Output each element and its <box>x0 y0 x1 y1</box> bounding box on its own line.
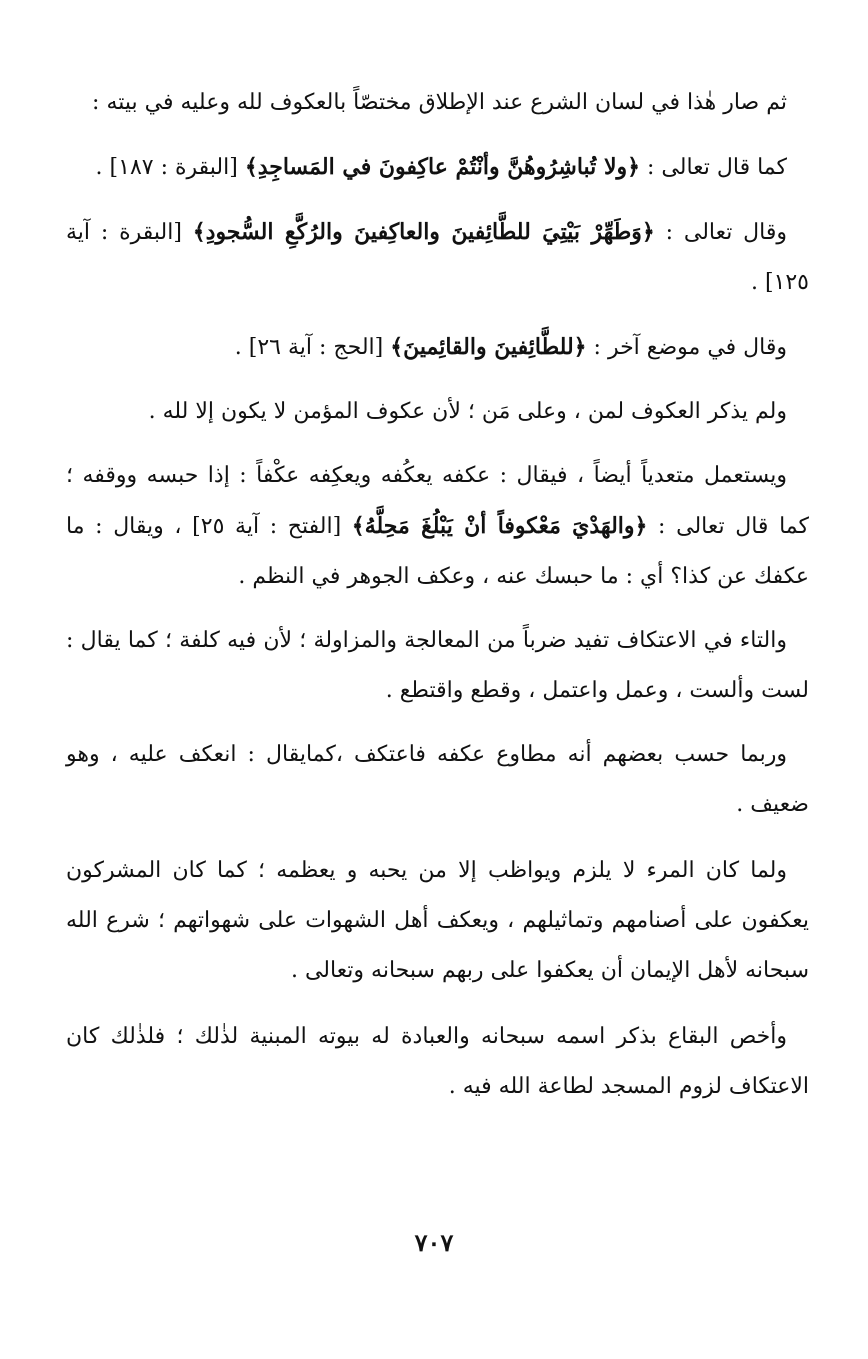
paragraph-2 <box>66 142 809 193</box>
paragraph-text: وأخص البقاع بذكر اسمه سبحانه والعبادة له بيوته المبنية لذٰلك ؛ فلذٰلك كان الاعتكاف لزوم المسجد لطاعة الله فيه . <box>66 1024 809 1099</box>
paragraph-10 <box>66 1012 809 1112</box>
paragraph-text: والتاء في الاعتكاف تفيد ضرباً من المعالجة والمزاولة ؛ لأن فيه كلفة ؛ كما يقال : لست وألست ، وعمل واعتمل ، وقطع واقتطع . <box>66 628 809 703</box>
paragraph-1 <box>66 78 809 128</box>
paragraph-9 <box>66 846 809 996</box>
verse-reference: [البقرة : آية ١٢٥] . <box>66 220 809 295</box>
verse-reference: [الفتح : آية ٢٥] ، ويقال : ما عكفك عن كذا؟ أي : ما حبسك عنه ، وعكف الجوهر في النظم . <box>66 514 809 589</box>
page-number: ٧٠٧ <box>414 1228 454 1257</box>
paragraph-3 <box>66 207 809 308</box>
paragraph-intro: وقال تعالى : <box>654 220 787 245</box>
paragraph-7 <box>66 616 809 716</box>
paragraph-5 <box>66 387 809 437</box>
paragraph-text: ولما كان المرء لا يلزم ويواظب إلا من يحبه و يعظمه ؛ كما كان المشركون يعكفون على أصنامهم وتماثيلهم ، ويعكف أهل الشهوات على شهواتهم ؛ شرع الله سبحانه لأهل الإيمان أن يعكفوا على ربهم سبحانه وتعالى . <box>66 858 809 983</box>
paragraph-4 <box>66 322 809 373</box>
paragraph-6 <box>66 451 809 602</box>
quran-verse: ﴿ولا تُباشِرُوهُنَّ وأنْتُمْ عاكِفونَ في المَساجِدِ﴾ <box>244 154 641 180</box>
paragraph-8 <box>66 730 809 830</box>
quran-verse: ﴿للطَّائِفينَ والقائِمينَ﴾ <box>390 334 587 360</box>
paragraph-intro: ويستعمل متعدياً أيضاً ، فيقال : عكفه يعكُفه ويعكِفه عكْفاً : إذا حبسه ووقفه ؛ كما قال تعالى : <box>66 463 809 539</box>
quran-verse: ﴿وَطَهِّرْ بَيْتِيَ للطَّائِفينَ والعاكِفينَ والرُكَّعِ السُّجودِ﴾ <box>192 219 655 245</box>
paragraph-intro: وقال في موضع آخر : <box>586 335 787 360</box>
quran-verse: ﴿والهَدْيَ مَعْكوفاً أنْ يَبْلُغَ مَحِلَّهُ﴾ <box>351 513 648 539</box>
verse-reference: [الحج : آية ٢٦] . <box>234 335 391 360</box>
paragraph-text: ولم يذكر العكوف لمن ، وعلى مَن ؛ لأن عكوف المؤمن لا يكون إلا لله . <box>148 399 787 424</box>
verse-reference: [البقرة : ١٨٧] . <box>95 155 245 180</box>
paragraph-text: وربما حسب بعضهم أنه مطاوع عكفه فاعتكف ،كمايقال : انعكف عليه ، وهو ضعيف . <box>66 742 809 817</box>
paragraph-intro: كما قال تعالى : <box>640 155 787 180</box>
paragraph-text: ثم صار هٰذا في لسان الشرع عند الإطلاق مختصّاً بالعكوف لله وعليه في بيته : <box>92 90 787 115</box>
page-body <box>66 78 809 1318</box>
